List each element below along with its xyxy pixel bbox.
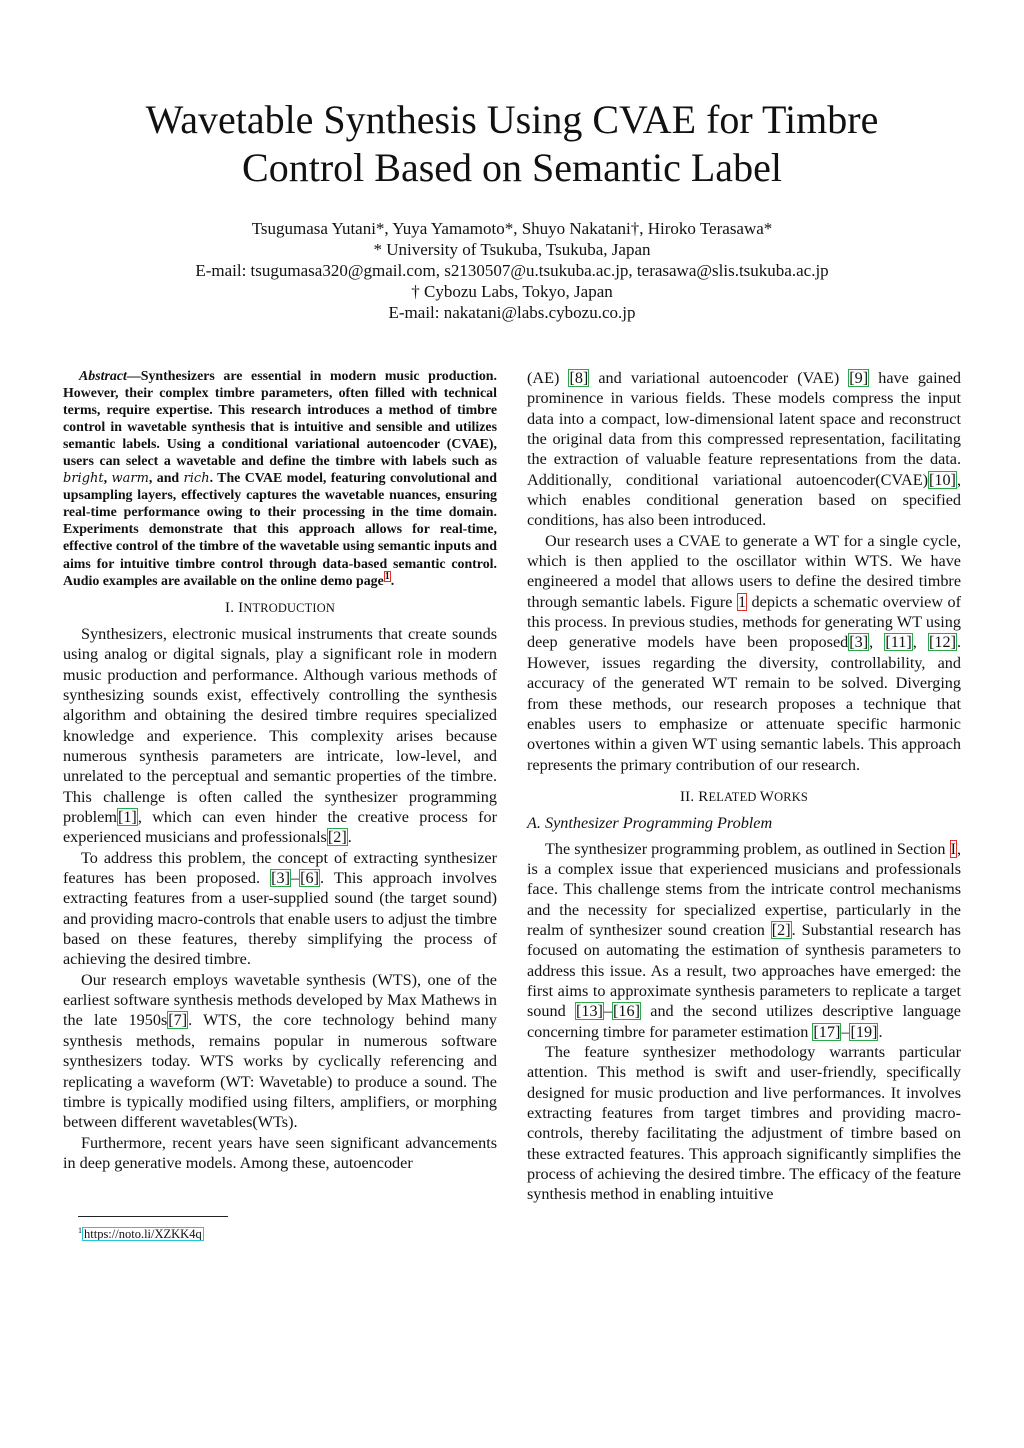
email-line-cybozu: E-mail: nakatani@labs.cybozu.co.jp [388,303,636,322]
related-dash-1: – [603,1002,613,1021]
right-p2-text-a: Our research uses a CVAE to generate a WT for a single cycle, which is then applied to the oscillator within WTS. We have engineered a model that allows users to define the desired timbre through semantic labels. Figure [527,531,961,611]
section-initial-2b: W [759,788,775,805]
figure-ref-1[interactable]: 1 [737,592,747,611]
right-p2-sep-1: , [869,633,885,652]
left-column [63,368,497,1173]
section-initial-2a: R [698,788,709,805]
section-heading-related-works [527,787,961,807]
intro-p2-text-b: . This approach involves extracting features from a user-supplied sound (the target sound) and providing macro-controls that enable users to adjust the timbre based on these features, thereby simplifying the process of achieving the desired timbre. [63,869,497,969]
related-p1-text-c: . Substantial research has focused on automating the estimation of synthesis parameters to address this issue. As a result, two approaches have emerged: the first aims to approximate synthesis parameters to replicate a target sound [527,920,961,1021]
citation-2[interactable]: [2] [327,828,347,847]
footnote-divider [78,1216,228,1217]
related-paragraph-1 [527,839,961,1042]
abstract [63,368,497,590]
intro-paragraph-4: Furthermore, recent years have seen significant advancements in deep generative models. Among these, autoencoder [63,1133,497,1172]
citation-3b[interactable]: [3] [849,633,869,652]
section-initial-1: I [238,599,244,616]
section-title-2a: ELATED [708,789,760,804]
affiliation-tsukuba: * University of Tsukuba, Tsukuba, Japan [373,240,651,259]
related-p1-text-a: The synthesizer programming problem, as outlined in Section [545,839,950,858]
right-p1-text-b: and variational autoencoder (VAE) [589,369,849,387]
author-block [60,218,964,323]
abstract-text-1: —Synthesizers are essential in modern music production. However, their complex timbre parameters, often filled with technical terms, require expertise. This research introduces a method of timbre control in wavetable synthesis that is intuitive and sensible and utilizes semantic labels. Using a conditional variational autoencoder (CVAE), users can select a wavetable and define the timbre with labels such as [63,369,497,470]
author-list: Tsugumasa Yutani*, Yuya Yamamoto*, Shuyo Nakatani†, Hiroko Terasawa* [251,219,773,238]
citation-2b[interactable]: [2] [771,920,791,939]
citation-8[interactable]: [8] [569,369,589,387]
intro-p3-text-a: Our research employs wavetable synthesis (WTS), one of the earliest software synthesis methods developed by Max Mathews in the late 1950s [63,970,497,1030]
intro-p1-text-b: , which can even hinder the creative process for experienced musicians and professionals [63,808,497,847]
citation-6[interactable]: [6] [300,869,319,888]
intro-p3-text-b: . WTS, the core technology behind many synthesis methods, remains popular in numerous software synthesizers today. WTS works by cyclically referencing and replicating a waveform (WT: Wavetable) to produce a sound. The timbre is typically modified using filters, amplifiers, or morphing between different wavetables(WTs). [63,1011,497,1132]
label-rich: rich [183,471,210,487]
footnote-link-1[interactable]: 1 [384,570,390,582]
section-title-1: NTRODUCTION [243,600,335,615]
related-p1-text-d: and the second utilizes descriptive language concerning timbre for parameter estimation [527,1002,961,1041]
right-p2-text-c: . However, issues regarding the diversity, controllability, and accuracy of the generated WT remain to be solved. Diverging from these methods, our research proposes a technique that enables users to emphasize or attenuate specific harmonic overtones within a given WT using semantic labels. This approach represents the primary contribution of our research. [527,633,962,774]
abstract-sep-1: , [103,471,112,487]
right-paragraph-2 [527,531,961,775]
intro-paragraph-3 [63,970,497,1133]
right-p1-text-c: have gained prominence in various fields. These models compress the input data into a compact, low-dimensional latent space and reconstruct the original data from this compressed representation, facilitating the extraction of valuable feature representations from the data. Additionally, conditional variational autoencoder(CVAE) [527,369,961,489]
related-p1-text-b: , is a complex issue that experienced musicians and professionals face. This challenge stems from the intricate control mechanisms and the necessity for specialized expertise, particularly in the realm of synthesizer sound creation [527,839,961,939]
citation-13[interactable]: [13] [575,1002,603,1021]
footnote-url-link[interactable]: https://noto.li/XZKK4q [84,1227,202,1241]
intro-paragraph-2 [63,848,497,970]
right-p2-sep-2: , [912,633,929,652]
section-title-2b: ORKS [774,789,809,804]
abstract-sep-2: , and [148,471,184,487]
citation-7[interactable]: [7] [168,1011,188,1030]
right-column [527,368,961,1205]
section-ref-1[interactable]: I [950,839,956,858]
footnote [78,1226,204,1242]
abstract-end: . [390,573,395,589]
intro-p1-text-c: . [347,828,352,847]
citation-17[interactable]: [17] [813,1022,841,1041]
intro-paragraph-1 [63,624,497,848]
citation-1[interactable]: [1] [117,808,137,827]
subsection-heading-a: A. Synthesizer Programming Problem [527,814,773,833]
label-bright: bright [63,471,104,487]
intro-p2-text-a: To address this problem, the concept of extracting synthesizer features has been proposed. [63,848,497,888]
title-line-1: Wavetable Synthesis Using CVAE for Timbre [145,97,879,142]
section-number-1: I. [225,599,239,616]
right-p1-text-a: (AE) [527,369,569,387]
citation-10[interactable]: [10] [928,470,956,489]
related-p1-text-e: . [878,1022,883,1041]
label-warm: warm [111,471,149,487]
right-p2-text-b: depicts a schematic overview of this process. In previous studies, methods for generating WT using deep generative models have been proposed [527,592,961,652]
right-p1-text-d: , which enables conditional generation based on specified conditions, has also been introduced. [527,470,961,530]
email-line-tsukuba: E-mail: tsugumasa320@gmail.com, s2130507@u.tsukuba.ac.jp, terasawa@slis.tsukuba.ac.jp [195,261,829,280]
affiliation-cybozu: † Cybozu Labs, Tokyo, Japan [411,282,613,301]
citation-19[interactable]: [19] [850,1022,878,1041]
intro-dash-1: – [291,869,300,888]
abstract-text-2: . The CVAE model, featuring convolutional and upsampling layers, effectively captures the wavetable nuances, ensuring real-time performance owing to their processing in the time domain. Experiments demonstrate that this approach allows for real-time, effective control of the timbre of the wavetable using semantic inputs and aims for intuitive timbre control through data-based semantic control. Audio examples are available on the online demo page [63,471,497,589]
paper-title [60,96,964,192]
section-number-2: II. [679,788,699,805]
citation-9[interactable]: [9] [849,369,869,387]
citation-3[interactable]: [3] [271,869,291,888]
citation-16[interactable]: [16] [613,1002,640,1021]
citation-11[interactable]: [11] [885,633,912,652]
section-heading-introduction [63,598,497,618]
related-dash-2: – [841,1022,850,1041]
citation-12[interactable]: [12] [929,633,956,652]
footnote-mark: 1 [78,1225,82,1235]
abstract-label: Abstract [79,369,127,384]
related-paragraph-2: The feature synthesizer methodology warrants particular attention. This method is swift and user-friendly, specifically designed for music production and live performances. It involves extracting features from target timbres and providing macro-controls, thereby facilitating the adjustment of timbre based on these extracted features. This approach significantly simplifies the process of achieving the desired timbre. The efficacy of the feature synthesis method in enabling intuitive [527,1043,961,1204]
intro-p1-text-a: Synthesizers, electronic musical instruments that create sounds using analog or digital signals, play a significant role in modern music production and performance. Although various methods of synthesizing sounds exist, effectively controlling the synthesis algorithm and obtaining the desired timbre requires specialized knowledge and experience. This complexity arises because numerous synthesis parameters are intricate, low-level, and unrelated to the perceptual and semantic properties of the timbre. This challenge is often called the synthesizer programming problem [63,624,497,827]
title-line-2: Control Based on Semantic Label [242,145,782,190]
right-paragraph-1 [527,368,961,531]
